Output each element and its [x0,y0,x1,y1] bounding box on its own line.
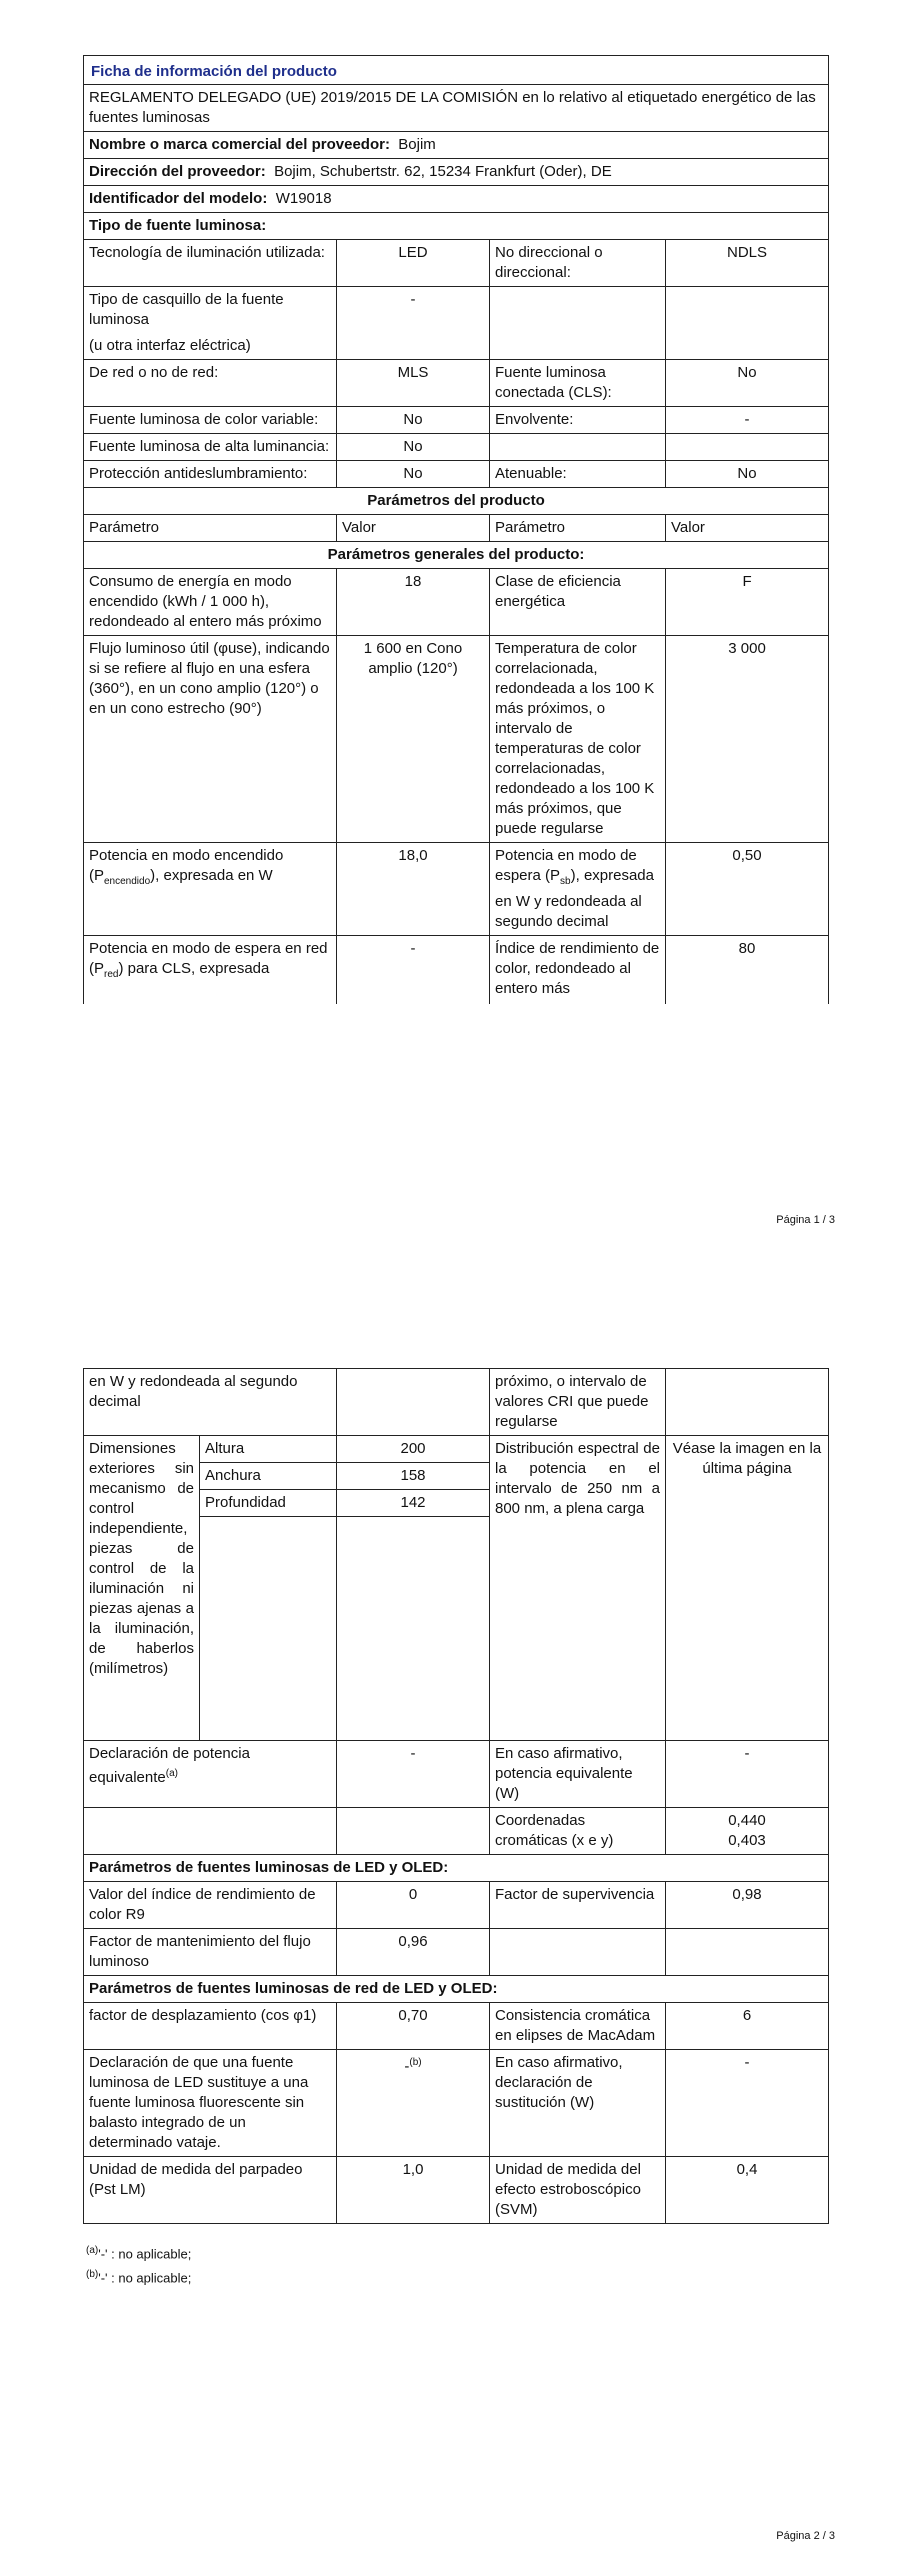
address-value: Bojim, Schubertstr. 62, 15234 Frankfurt (Oder), DE [274,163,612,180]
row-value [666,434,829,461]
footnote-a [86,2240,191,2264]
supplier-label: Nombre o marca comercial del proveedor: [89,136,390,153]
row-value: - [337,287,490,360]
row-label: Fuente luminosa de color variable: [84,407,337,434]
col-header-value: Valor [666,515,829,542]
table-row [84,843,829,936]
row-label: Coordenadas cromáticas (x e y) [490,1808,666,1855]
label-subscript: encendido [104,876,151,887]
page-number: Página 1 / 3 [776,1214,835,1226]
table-row [84,1808,829,1855]
row-value: F [666,569,829,636]
row-value: 6 [666,2003,829,2050]
table-row [84,240,829,287]
dimensions-label: Dimensiones exteriores sin mecanismo de control independiente, piezas de control de la iluminación ni piezas ajenas a la iluminación, de haberlos (milímetros) [84,1436,200,1741]
row-value: 0 [337,1882,490,1929]
supplier-row [84,132,829,159]
row-label [490,287,666,360]
row-label: Valor del índice de rendimiento de color R9 [84,1882,337,1929]
row-label: No direccional o direccional: [490,240,666,287]
label-superscript: (a) [165,1768,178,1779]
row-label: Fuente luminosa de alta luminancia: [84,434,337,461]
table-row [84,1741,829,1808]
row-value: - [337,936,490,1004]
product-info-table-p1 [83,55,829,1004]
row-label: Clase de eficiencia energética [490,569,666,636]
row-value: No [337,407,490,434]
cap-type-label: Tipo de casquillo de la fuente luminosa [89,291,284,328]
col-header-value: Valor [337,515,490,542]
table-row [84,1929,829,1976]
dim-value: 200 [337,1436,490,1463]
row-label [490,434,666,461]
table-row [84,1436,829,1463]
dim-name: Profundidad [200,1490,337,1517]
regulation-text: REGLAMENTO DELEGADO (UE) 2019/2015 DE LA COMISIÓN en lo relativo al etiquetado energético de las fuentes luminosas [84,85,829,132]
row-label: Factor de supervivencia [490,1882,666,1929]
row-value [337,1369,490,1436]
row-value: - [666,1741,829,1808]
col-header-param: Parámetro [84,515,337,542]
table-row [84,407,829,434]
table-row [84,2157,829,2224]
row-label [490,843,666,936]
table-row [84,569,829,636]
label-part: ), expresada en W [150,867,273,884]
footnote-text: '-' : no aplicable; [98,2246,192,2262]
row-value: No [666,360,829,407]
row-label: En caso afirmativo, potencia equivalente (W) [490,1741,666,1808]
row-value: 1,0 [337,2157,490,2224]
table-row [84,1369,829,1436]
label-part: Potencia en modo de espera (P [495,847,637,884]
table-row [84,434,829,461]
row-label: Consumo de energía en modo encendido (kWh / 1 000 h), redondeado al entero más próximo [84,569,337,636]
row-value: LED [337,240,490,287]
row-value: 0,98 [666,1882,829,1929]
row-label: Protección antideslumbramiento: [84,461,337,488]
row-label: Flujo luminoso útil (φuse), indicando si se refiere al flujo en una esfera (360°), en un cono amplio (120°) o en un cono estrecho (90°) [84,636,337,843]
product-info-table-p2 [83,1368,829,2224]
row-value [666,287,829,360]
chroma-x: 0,440 [728,1812,766,1829]
address-row [84,159,829,186]
row-label [490,1929,666,1976]
label-part: Potencia en modo de espera en red (P [89,940,328,977]
row-label: De red o no de red: [84,360,337,407]
spectral-value: Véase la imagen en la última página [666,1436,829,1741]
footnote-marker: (a) [86,2245,99,2256]
row-value: - [337,1741,490,1808]
row-value: MLS [337,360,490,407]
row-value: 18 [337,569,490,636]
row-value: 0,70 [337,2003,490,2050]
model-row [84,186,829,213]
label-subscript: red [104,969,119,980]
column-header-row [84,515,829,542]
row-label [84,936,337,1004]
dim-spacer [200,1517,337,1741]
label-subscript: sb [560,876,571,887]
label-part: ), expresada en W y redondeada al segundo decimal [495,867,654,930]
page-1 [0,0,905,1240]
mains-params-heading: Parámetros de fuentes luminosas de red de LED y OLED: [84,1976,829,2003]
dim-name: Anchura [200,1463,337,1490]
row-label: Índice de rendimiento de color, redondeado al entero más [490,936,666,1004]
row-value: 1 600 en Cono amplio (120°) [337,636,490,843]
model-value: W19018 [275,190,332,207]
row-value: - [666,407,829,434]
row-label: Declaración de que una fuente luminosa de LED sustituye a una fuente luminosa fluorescente sin balasto integrado de un determinado vataje. [84,2050,337,2157]
row-value [337,1808,490,1855]
row-label [84,1808,337,1855]
value-part: - [404,2058,410,2075]
row-value: No [337,461,490,488]
row-value: NDLS [666,240,829,287]
row-value: 3 000 [666,636,829,843]
row-value: 0,96 [337,1929,490,1976]
row-value [666,1929,829,1976]
light-source-type-heading: Tipo de fuente luminosa: [84,213,829,240]
row-value [666,1808,829,1855]
row-value: 80 [666,936,829,1004]
dim-value: 158 [337,1463,490,1490]
row-label: Consistencia cromática en elipses de MacAdam [490,2003,666,2050]
row-label: Unidad de medida del parpadeo (Pst LM) [84,2157,337,2224]
footnote-text: '-' : no aplicable; [98,2270,192,2286]
dim-name: Altura [200,1436,337,1463]
footnote-marker: (b) [86,2269,99,2281]
row-label [84,287,337,360]
table-row [84,360,829,407]
table-row [84,2050,829,2157]
supplier-value: Bojim [398,136,436,153]
row-value: No [666,461,829,488]
row-label [84,843,337,936]
chroma-y: 0,403 [728,1832,766,1849]
row-label: Envolvente: [490,407,666,434]
dim-spacer [337,1517,490,1741]
label-part: Potencia en modo encendido (P [89,847,284,884]
row-label: factor de desplazamiento (cos φ1) [84,2003,337,2050]
label-part: ) para CLS, expresada [118,960,270,977]
row-label: Atenuable: [490,461,666,488]
row-label: Factor de mantenimiento del flujo luminoso [84,1929,337,1976]
label-part: Declaración de potencia equivalente [89,1745,250,1786]
table-row [84,936,829,1004]
general-params-heading: Parámetros generales del producto: [84,542,829,569]
page-2 [0,1240,905,2560]
row-value: No [337,434,490,461]
row-label: Temperatura de color correlacionada, redondeada a los 100 K más próximos, o intervalo de temperaturas de color correlacionadas, redondeado a los 100 K más próximos, que puede regularse [490,636,666,843]
page-title: Ficha de información del producto [84,56,829,85]
row-value: 0,4 [666,2157,829,2224]
row-label: próximo, o intervalo de valores CRI que puede regularse [490,1369,666,1436]
row-label: Fuente luminosa conectada (CLS): [490,360,666,407]
table-row [84,636,829,843]
table-row [84,461,829,488]
spectral-label: Distribución espectral de la potencia en el intervalo de 250 nm a 800 nm, a plena carga [490,1436,666,1741]
col-header-param: Parámetro [490,515,666,542]
row-label: en W y redondeada al segundo decimal [84,1369,337,1436]
row-value: 0,50 [666,843,829,936]
row-label [84,1741,337,1808]
row-value: - [666,2050,829,2157]
row-label: En caso afirmativo, declaración de sustitución (W) [490,2050,666,2157]
dim-value: 142 [337,1490,490,1517]
model-label: Identificador del modelo: [89,190,268,207]
address-label: Dirección del proveedor: [89,163,266,180]
row-label: Unidad de medida del efecto estroboscópico (SVM) [490,2157,666,2224]
cap-type-sublabel: (u otra interfaz eléctrica) [89,337,251,354]
page-number: Página 2 / 3 [776,2530,835,2542]
product-params-heading: Parámetros del producto [84,488,829,515]
led-params-heading: Parámetros de fuentes luminosas de LED y OLED: [84,1855,829,1882]
row-value: 18,0 [337,843,490,936]
footnotes [86,2240,191,2289]
table-row [84,287,829,360]
footnote-b [86,2264,191,2288]
row-value [337,2050,490,2157]
table-row [84,1882,829,1929]
row-value [666,1369,829,1436]
row-label: Tecnología de iluminación utilizada: [84,240,337,287]
table-row [84,2003,829,2050]
value-superscript: (b) [409,2057,422,2068]
